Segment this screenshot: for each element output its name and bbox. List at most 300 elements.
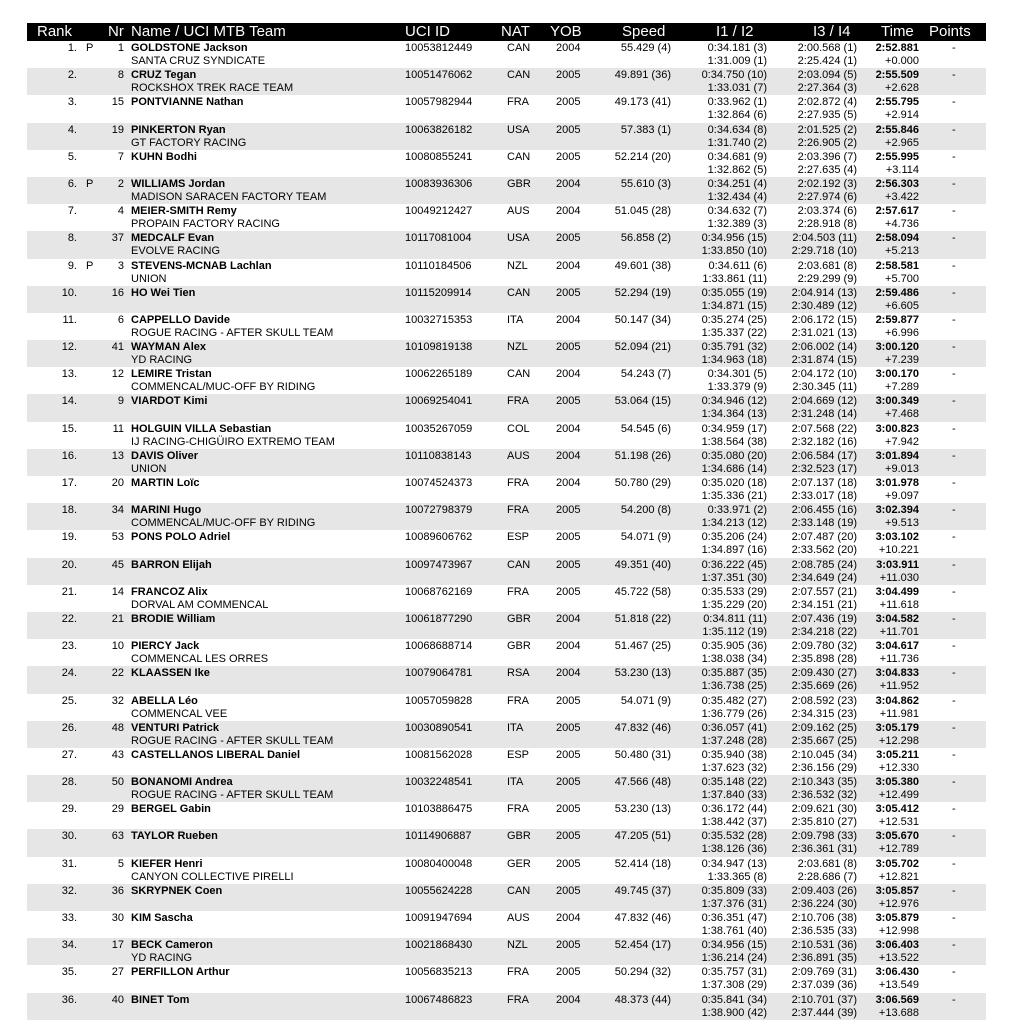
rider-name: PERFILLON Arthur — [131, 966, 230, 979]
finish-time: 3:04.499 — [875, 585, 919, 598]
bib-number: 63 — [111, 830, 124, 843]
result-row — [27, 694, 986, 721]
bib-number: 21 — [111, 612, 124, 625]
split-i2: 1:32.389 (3) — [707, 218, 767, 231]
speed: 48.373 (44) — [614, 993, 671, 1006]
result-row — [27, 422, 986, 449]
nationality: AUS — [507, 912, 530, 924]
rank-cell: 11. — [62, 313, 77, 326]
uci-id: 10061877290 — [405, 612, 473, 625]
split-i1: 0:33.962 (1) — [707, 96, 767, 109]
split-i4: 2:31.021 (13) — [791, 326, 857, 339]
split-i1: 0:34.811 (11) — [703, 612, 767, 625]
year-of-birth: 2004 — [556, 422, 581, 435]
result-row — [27, 340, 986, 367]
time-gap: +5.213 — [885, 245, 919, 258]
time-gap: +3.422 — [885, 190, 919, 203]
split-i3: 2:03.396 (7) — [797, 150, 857, 163]
result-row — [27, 965, 986, 992]
split-i1: 0:36.057 (41) — [701, 721, 767, 734]
split-i4: 2:36.532 (32) — [791, 789, 857, 802]
rider-name: FRANCOZ Alix — [131, 585, 208, 598]
rank-cell: 18. — [61, 504, 77, 517]
rank-cell: 15. — [61, 422, 77, 435]
finish-time: 3:06.430 — [875, 966, 919, 979]
split-i3: 2:10.701 (37) — [791, 993, 857, 1006]
nationality: CAN — [507, 150, 531, 163]
split-i4: 2:31.874 (15) — [791, 354, 857, 367]
rider-name: TAYLOR Rueben — [131, 830, 218, 843]
rider-name: CRUZ Tegan — [131, 69, 197, 82]
rider-name: KIEFER Henri — [131, 857, 203, 870]
year-of-birth: 2005 — [556, 69, 581, 82]
time-gap: +2.914 — [885, 109, 919, 122]
team-name: GT FACTORY RACING — [131, 136, 247, 149]
nationality: ITA — [507, 313, 524, 326]
speed: 49.173 (41) — [614, 96, 671, 109]
year-of-birth: 2005 — [556, 884, 581, 897]
split-i2: 1:35.229 (20) — [701, 598, 767, 611]
split-i3: 2:04.669 (12) — [791, 395, 857, 408]
rider-name: PONS POLO Adriel — [131, 531, 231, 544]
nationality: USA — [507, 232, 530, 245]
results-header-row — [27, 23, 986, 41]
split-i2: 1:33.850 (10) — [701, 245, 767, 258]
team-name: COMMENCAL/MUC-OFF BY RIDING — [131, 381, 316, 394]
result-row — [27, 721, 986, 748]
finish-time: 3:00.349 — [875, 395, 919, 408]
speed: 45.722 (58) — [614, 585, 671, 598]
split-i4: 2:26.905 (2) — [797, 136, 857, 149]
nationality: ESP — [507, 531, 530, 544]
rider-name: VENTURI Patrick — [131, 721, 220, 734]
speed: 51.818 (22) — [614, 612, 671, 625]
year-of-birth: 2005 — [556, 694, 581, 707]
split-i4: 2:35.898 (28) — [791, 653, 857, 666]
time-gap: +2.965 — [885, 136, 919, 149]
time-gap: +11.030 — [879, 571, 919, 584]
split-i3: 2:08.785 (24) — [791, 558, 857, 571]
result-row — [27, 884, 986, 911]
split-i1: 0:35.887 (35) — [701, 667, 767, 680]
split-i4: 2:30.345 (11) — [792, 381, 857, 394]
speed: 54.200 (8) — [620, 504, 671, 517]
split-i4: 2:29.718 (10) — [791, 245, 857, 258]
time-gap: +0.000 — [885, 55, 919, 67]
split-i4: 2:25.424 (1) — [797, 55, 857, 67]
split-i3: 2:04.172 (10) — [791, 368, 857, 381]
nationality: CAN — [507, 558, 531, 571]
finish-time: 3:00.823 — [875, 422, 919, 435]
speed: 53.230 (13) — [614, 667, 671, 680]
time-gap: +12.789 — [878, 843, 919, 856]
points: - — [952, 69, 956, 82]
split-i3: 2:10.531 (36) — [791, 939, 857, 952]
nationality: CAN — [507, 286, 531, 299]
rider-name: KIM Sascha — [131, 912, 193, 924]
uci-id: 10079064781 — [405, 667, 473, 680]
split-i2: 1:34.871 (15) — [701, 299, 767, 312]
rider-name: KUHN Bodhi — [131, 150, 197, 163]
points: - — [952, 313, 956, 326]
rider-name: BRODIE William — [131, 612, 216, 625]
nationality: FRA — [507, 694, 529, 707]
nationality: FRA — [507, 966, 529, 979]
nationality: NZL — [507, 939, 528, 952]
year-of-birth: 2005 — [556, 558, 581, 571]
time-gap: +4.736 — [885, 218, 919, 231]
time-gap: +2.628 — [885, 82, 919, 95]
finish-time: 2:58.581 — [875, 259, 919, 272]
time-gap: +12.998 — [878, 925, 919, 937]
split-i2: 1:36.738 (25) — [701, 680, 767, 693]
bib-number: 53 — [111, 531, 124, 544]
year-of-birth: 2004 — [556, 640, 581, 653]
result-row — [27, 639, 986, 666]
bib-number: 22 — [111, 667, 124, 680]
rider-name: WILLIAMS Jordan — [131, 177, 226, 190]
uci-id: 10081562028 — [405, 748, 473, 761]
points: - — [952, 939, 956, 952]
uci-id: 10069254041 — [405, 395, 473, 408]
finish-time: 2:59.877 — [875, 313, 919, 326]
split-i3: 2:09.430 (27) — [791, 667, 857, 680]
split-i3: 2:01.525 (2) — [797, 123, 857, 136]
rank-cell: 14. — [61, 395, 77, 408]
split-i1: 0:35.080 (20) — [701, 449, 767, 462]
nationality: USA — [507, 123, 530, 136]
points: - — [952, 96, 956, 109]
uci-id: 10103886475 — [405, 803, 473, 816]
uci-id: 10062265189 — [405, 368, 473, 381]
rider-name: PINKERTON Ryan — [131, 123, 226, 136]
time-gap: +7.468 — [885, 408, 919, 421]
uci-id: 10110184506 — [405, 259, 472, 272]
rank-cell: 28. — [61, 776, 77, 789]
header-nat: NAT — [501, 23, 530, 40]
rank-cell: 19. — [61, 531, 77, 544]
split-i4: 2:28.686 (7) — [797, 870, 857, 883]
speed: 54.071 (9) — [620, 531, 671, 544]
split-i3: 2:07.487 (20) — [791, 531, 857, 544]
bib-number: 40 — [111, 993, 124, 1006]
time-gap: +6.996 — [885, 326, 919, 339]
uci-id: 10057982944 — [405, 96, 473, 109]
bib-number: 20 — [111, 477, 124, 489]
finish-time: 2:57.617 — [875, 205, 919, 218]
split-i4: 2:36.361 (31) — [791, 843, 857, 856]
split-i3: 2:02.192 (3) — [797, 177, 857, 190]
rider-name: BONANOMI Andrea — [131, 776, 233, 789]
split-i3: 2:03.681 (8) — [797, 259, 857, 272]
split-i2: 1:32.434 (4) — [707, 190, 767, 203]
split-i1: 0:35.533 (29) — [701, 585, 767, 598]
bib-number: 14 — [111, 585, 124, 598]
rank-cell: 3. — [67, 96, 77, 109]
points: - — [952, 42, 956, 54]
team-name: IJ RACING-CHIGÜIRO EXTREMO TEAM — [131, 435, 335, 448]
split-i3: 2:09.798 (33) — [791, 830, 857, 843]
finish-time: 3:03.911 — [876, 558, 919, 571]
year-of-birth: 2005 — [556, 341, 581, 354]
uci-id: 10035267059 — [405, 422, 473, 435]
rider-name: DAVIS Oliver — [131, 449, 199, 462]
split-i4: 2:33.017 (18) — [791, 490, 857, 502]
year-of-birth: 2005 — [556, 504, 581, 517]
result-row — [27, 775, 986, 802]
rank-cell: 29. — [61, 803, 77, 816]
time-gap: +7.942 — [885, 435, 919, 448]
speed: 54.545 (6) — [620, 422, 671, 435]
time-gap: +12.298 — [878, 734, 919, 747]
team-name: ROCKSHOX TREK RACE TEAM — [131, 82, 294, 95]
time-gap: +11.736 — [879, 653, 919, 666]
rank-cell: 1. — [67, 42, 77, 54]
split-i1: 0:35.809 (33) — [701, 884, 767, 897]
time-gap: +9.097 — [885, 490, 919, 502]
finish-time: 3:00.170 — [875, 368, 919, 381]
split-i1: 0:35.940 (38) — [701, 748, 767, 761]
nationality: GBR — [507, 177, 531, 190]
result-row — [27, 150, 986, 177]
bib-number: 34 — [111, 504, 124, 517]
finish-time: 2:55.995 — [875, 150, 919, 163]
points: - — [952, 286, 956, 299]
rank-cell: 25. — [61, 694, 77, 707]
bib-number: 48 — [111, 721, 124, 734]
finish-time: 3:05.702 — [875, 857, 919, 870]
split-i1: 0:36.222 (45) — [701, 558, 767, 571]
time-gap: +12.330 — [878, 761, 919, 774]
nationality: FRA — [507, 993, 529, 1006]
split-i1: 0:35.020 (18) — [701, 477, 767, 489]
split-i4: 2:30.489 (12) — [791, 299, 857, 312]
speed: 49.351 (40) — [614, 558, 671, 571]
time-gap: +13.549 — [878, 979, 919, 992]
bib-number: 13 — [111, 449, 124, 462]
bib-number: 12 — [111, 368, 124, 381]
rider-name: CAPPELLO Davide — [131, 313, 231, 326]
year-of-birth: 2004 — [556, 42, 581, 54]
split-i1: 0:36.351 (47) — [701, 912, 767, 924]
p-marker: P — [86, 259, 94, 272]
finish-time: 2:56.303 — [875, 177, 919, 190]
p-marker: P — [86, 177, 94, 190]
speed: 50.780 (29) — [614, 477, 671, 489]
rider-name: MARINI Hugo — [131, 504, 202, 517]
time-gap: +12.976 — [878, 897, 919, 910]
rider-name: MEDCALF Evan — [131, 232, 215, 245]
bib-number: 3 — [117, 259, 124, 272]
header-rank: Rank — [37, 23, 73, 40]
points: - — [952, 422, 956, 435]
nationality: FRA — [507, 395, 529, 408]
split-i4: 2:35.669 (26) — [791, 680, 857, 693]
result-row — [27, 204, 986, 231]
split-i3: 2:10.343 (35) — [791, 776, 857, 789]
rank-cell: 23. — [61, 640, 77, 653]
year-of-birth: 2004 — [556, 477, 581, 489]
points: - — [952, 449, 956, 462]
split-i1: 0:34.181 (3) — [707, 42, 767, 54]
result-row — [27, 503, 986, 530]
split-i3: 2:06.002 (14) — [791, 341, 857, 354]
year-of-birth: 2005 — [556, 721, 581, 734]
uci-id: 10051476062 — [405, 69, 473, 82]
split-i2: 1:37.351 (30) — [701, 571, 767, 584]
rider-name: BERGEL Gabin — [131, 803, 211, 816]
uci-id: 10032248541 — [405, 776, 473, 789]
result-row — [27, 993, 986, 1020]
split-i1: 0:34.956 (15) — [701, 939, 767, 952]
split-i2: 1:34.897 (16) — [701, 544, 767, 557]
split-i1: 0:35.055 (19) — [701, 286, 767, 299]
uci-id: 10109819138 — [405, 341, 473, 354]
team-name: MADISON SARACEN FACTORY TEAM — [131, 190, 327, 203]
split-i4: 2:27.974 (6) — [797, 190, 857, 203]
bib-number: 6 — [117, 313, 124, 326]
split-i3: 2:00.568 (1) — [797, 42, 857, 54]
year-of-birth: 2004 — [556, 912, 581, 924]
year-of-birth: 2005 — [556, 966, 581, 979]
time-gap: +12.531 — [878, 816, 919, 829]
split-i3: 2:06.172 (15) — [791, 313, 857, 326]
header-speed: Speed — [622, 23, 666, 40]
points: - — [952, 395, 956, 408]
team-name: COMMENCAL/MUC-OFF BY RIDING — [131, 517, 316, 530]
time-gap: +5.700 — [885, 272, 919, 285]
points: - — [952, 993, 956, 1006]
year-of-birth: 2005 — [556, 776, 581, 789]
header-i1-i2: I1 / I2 — [716, 23, 754, 40]
bib-number: 30 — [111, 912, 124, 924]
speed: 55.610 (3) — [620, 177, 671, 190]
result-row — [27, 558, 986, 585]
nationality: GBR — [507, 612, 531, 625]
speed: 53.230 (13) — [614, 803, 671, 816]
nationality: CAN — [507, 368, 531, 381]
split-i4: 2:32.182 (16) — [791, 435, 857, 448]
split-i3: 2:03.681 (8) — [797, 857, 857, 870]
rank-cell: 10. — [61, 286, 77, 299]
split-i1: 0:35.206 (24) — [701, 531, 767, 544]
rank-cell: 16. — [61, 449, 77, 462]
finish-time: 3:01.894 — [875, 449, 919, 462]
uci-id: 10032715353 — [405, 313, 473, 326]
uci-id: 10072798379 — [405, 504, 473, 517]
split-i1: 0:34.251 (4) — [707, 177, 767, 190]
time-gap: +7.239 — [885, 354, 919, 367]
rank-cell: 33. — [61, 912, 77, 924]
points: - — [952, 748, 956, 761]
speed: 57.383 (1) — [620, 123, 671, 136]
rank-cell: 27. — [61, 748, 77, 761]
points: - — [952, 232, 956, 245]
split-i2: 1:33.031 (7) — [707, 82, 767, 95]
year-of-birth: 2004 — [556, 313, 581, 326]
bib-number: 9 — [117, 395, 124, 408]
finish-time: 2:55.795 — [875, 96, 919, 109]
finish-time: 3:04.833 — [875, 667, 919, 680]
nationality: AUS — [507, 205, 530, 218]
uci-id: 10063826182 — [405, 123, 473, 136]
nationality: CAN — [507, 884, 531, 897]
split-i4: 2:27.935 (5) — [797, 109, 857, 122]
result-row — [27, 938, 986, 965]
nationality: ESP — [507, 748, 530, 761]
uci-id: 10056835213 — [405, 966, 473, 979]
split-i2: 1:33.379 (9) — [707, 381, 767, 394]
result-row — [27, 857, 986, 884]
split-i4: 2:34.151 (21) — [791, 598, 857, 611]
points: - — [952, 612, 956, 625]
points: - — [952, 205, 956, 218]
rider-name: ABELLA Léo — [131, 694, 198, 707]
split-i4: 2:36.535 (33) — [791, 925, 857, 937]
nationality: GBR — [507, 830, 531, 843]
split-i1: 0:34.611 (6) — [708, 259, 767, 272]
split-i4: 2:28.918 (8) — [797, 218, 857, 231]
rank-cell: 26. — [61, 721, 77, 734]
year-of-birth: 2004 — [556, 993, 581, 1006]
bib-number: 27 — [111, 966, 124, 979]
split-i2: 1:34.364 (13) — [701, 408, 767, 421]
nationality: NZL — [507, 259, 528, 272]
nationality: CAN — [507, 42, 531, 54]
team-name: UNION — [131, 462, 167, 475]
uci-id: 10115209914 — [405, 286, 472, 299]
rank-cell: 6. — [67, 177, 77, 190]
split-i3: 2:09.769 (31) — [791, 966, 857, 979]
nationality: RSA — [507, 667, 530, 680]
split-i4: 2:34.218 (22) — [791, 625, 857, 638]
split-i1: 0:36.172 (44) — [701, 803, 767, 816]
speed: 49.601 (38) — [614, 259, 671, 272]
split-i4: 2:29.299 (9) — [797, 272, 857, 285]
time-gap: +9.513 — [885, 517, 919, 530]
finish-time: 3:04.862 — [875, 694, 919, 707]
nationality: COL — [507, 422, 530, 435]
time-gap: +11.981 — [879, 707, 919, 720]
split-i2: 1:36.779 (26) — [701, 707, 767, 720]
rider-name: PIERCY Jack — [131, 640, 200, 653]
result-row — [27, 476, 986, 503]
split-i2: 1:34.686 (14) — [701, 462, 767, 475]
year-of-birth: 2005 — [556, 803, 581, 816]
points: - — [952, 667, 956, 680]
bib-number: 37 — [111, 232, 124, 245]
rank-cell: 7. — [67, 205, 77, 218]
speed: 51.467 (25) — [614, 640, 671, 653]
result-row — [27, 259, 986, 286]
rider-name: WAYMAN Alex — [131, 341, 206, 354]
uci-id: 10074524373 — [405, 477, 473, 489]
uci-id: 10110838143 — [405, 449, 472, 462]
split-i2: 1:36.214 (24) — [701, 952, 767, 965]
split-i2: 1:37.376 (31) — [701, 897, 767, 910]
split-i3: 2:09.780 (32) — [791, 640, 857, 653]
rider-name: VIARDOT Kimi — [131, 395, 208, 408]
bib-number: 32 — [111, 694, 124, 707]
split-i3: 2:10.706 (38) — [791, 912, 857, 924]
nationality: AUS — [507, 449, 530, 462]
bib-number: 4 — [117, 205, 124, 218]
bib-number: 19 — [111, 123, 124, 136]
speed: 49.891 (36) — [614, 69, 671, 82]
split-i2: 1:34.963 (18) — [701, 354, 767, 367]
finish-time: 3:05.380 — [875, 776, 919, 789]
rider-name: BECK Cameron — [131, 939, 213, 952]
